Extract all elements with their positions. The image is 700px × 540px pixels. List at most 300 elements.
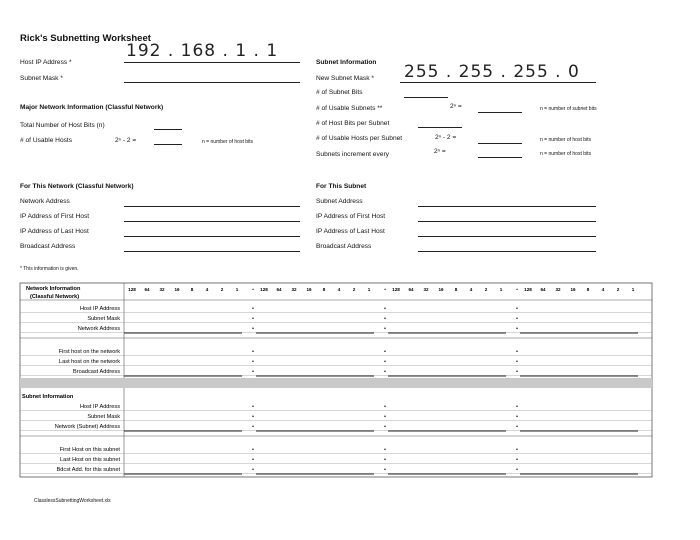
bit-cell[interactable] bbox=[479, 444, 492, 453]
bit-cell[interactable] bbox=[257, 411, 270, 420]
bit-cell[interactable] bbox=[464, 313, 477, 322]
bit-cell[interactable] bbox=[566, 303, 579, 312]
bit-cell[interactable] bbox=[479, 464, 492, 473]
bit-cell[interactable] bbox=[257, 454, 270, 463]
bit-cell[interactable] bbox=[596, 401, 609, 410]
bit-cell[interactable] bbox=[302, 401, 315, 410]
bit-cell[interactable] bbox=[626, 366, 639, 375]
bit-cell[interactable] bbox=[362, 356, 375, 365]
bit-cell[interactable] bbox=[536, 356, 549, 365]
bit-cell[interactable] bbox=[449, 454, 462, 463]
bit-cell[interactable] bbox=[566, 464, 579, 473]
bit-cell[interactable] bbox=[317, 401, 330, 410]
bit-cell[interactable] bbox=[170, 411, 183, 420]
bit-cell[interactable] bbox=[140, 313, 153, 322]
bit-cell[interactable] bbox=[185, 454, 198, 463]
bit-cell[interactable] bbox=[479, 411, 492, 420]
bit-cell[interactable] bbox=[257, 444, 270, 453]
bit-cell[interactable] bbox=[419, 313, 432, 322]
bit-cell[interactable] bbox=[611, 323, 624, 332]
bit-cell[interactable] bbox=[536, 411, 549, 420]
bit-cell[interactable] bbox=[317, 346, 330, 355]
bit-cell[interactable] bbox=[140, 401, 153, 410]
bit-cell[interactable] bbox=[272, 323, 285, 332]
bit-cell[interactable] bbox=[479, 421, 492, 430]
bit-cell[interactable] bbox=[272, 411, 285, 420]
bit-cell[interactable] bbox=[200, 366, 213, 375]
bit-cell[interactable] bbox=[200, 303, 213, 312]
bit-cell[interactable] bbox=[596, 421, 609, 430]
bit-cell[interactable] bbox=[215, 303, 228, 312]
bit-cell[interactable] bbox=[566, 421, 579, 430]
bit-cell[interactable] bbox=[155, 411, 168, 420]
bit-cell[interactable] bbox=[551, 303, 564, 312]
bit-cell[interactable] bbox=[419, 411, 432, 420]
bit-cell[interactable] bbox=[479, 356, 492, 365]
bit-cell[interactable] bbox=[287, 454, 300, 463]
bit-cell[interactable] bbox=[200, 454, 213, 463]
bit-cell[interactable] bbox=[449, 303, 462, 312]
bit-cell[interactable] bbox=[494, 366, 507, 375]
bit-cell[interactable] bbox=[494, 401, 507, 410]
bit-cell[interactable] bbox=[479, 313, 492, 322]
bit-cell[interactable] bbox=[389, 464, 402, 473]
bit-cell[interactable] bbox=[155, 303, 168, 312]
bit-cell[interactable] bbox=[332, 323, 345, 332]
bit-cell[interactable] bbox=[125, 356, 138, 365]
bit-cell[interactable] bbox=[230, 313, 243, 322]
bit-cell[interactable] bbox=[389, 303, 402, 312]
bit-cell[interactable] bbox=[464, 366, 477, 375]
bit-cell[interactable] bbox=[419, 444, 432, 453]
bit-cell[interactable] bbox=[347, 444, 360, 453]
bit-cell[interactable] bbox=[140, 454, 153, 463]
bit-cell[interactable] bbox=[272, 401, 285, 410]
bit-cell[interactable] bbox=[170, 366, 183, 375]
bit-cell[interactable] bbox=[596, 464, 609, 473]
bit-cell[interactable] bbox=[170, 303, 183, 312]
bit-cell[interactable] bbox=[125, 464, 138, 473]
bit-cell[interactable] bbox=[536, 366, 549, 375]
bit-cell[interactable] bbox=[200, 313, 213, 322]
bit-cell[interactable] bbox=[170, 356, 183, 365]
bit-cell[interactable] bbox=[362, 421, 375, 430]
bit-cell[interactable] bbox=[389, 323, 402, 332]
bit-cell[interactable] bbox=[287, 303, 300, 312]
bit-cell[interactable] bbox=[317, 313, 330, 322]
bit-cell[interactable] bbox=[449, 464, 462, 473]
bit-cell[interactable] bbox=[155, 454, 168, 463]
bit-cell[interactable] bbox=[479, 401, 492, 410]
bit-cell[interactable] bbox=[155, 366, 168, 375]
bit-cell[interactable] bbox=[419, 401, 432, 410]
bit-cell[interactable] bbox=[140, 323, 153, 332]
bit-cell[interactable] bbox=[434, 464, 447, 473]
bit-cell[interactable] bbox=[521, 411, 534, 420]
bit-cell[interactable] bbox=[479, 346, 492, 355]
bit-cell[interactable] bbox=[551, 366, 564, 375]
bit-cell[interactable] bbox=[302, 421, 315, 430]
bit-cell[interactable] bbox=[464, 303, 477, 312]
bit-cell[interactable] bbox=[185, 346, 198, 355]
bit-cell[interactable] bbox=[494, 454, 507, 463]
bit-cell[interactable] bbox=[287, 323, 300, 332]
bit-cell[interactable] bbox=[434, 356, 447, 365]
bit-cell[interactable] bbox=[536, 464, 549, 473]
bit-cell[interactable] bbox=[125, 454, 138, 463]
bit-cell[interactable] bbox=[140, 421, 153, 430]
bit-cell[interactable] bbox=[170, 444, 183, 453]
bit-cell[interactable] bbox=[302, 313, 315, 322]
bit-cell[interactable] bbox=[434, 346, 447, 355]
bit-cell[interactable] bbox=[230, 346, 243, 355]
bit-cell[interactable] bbox=[494, 464, 507, 473]
bit-cell[interactable] bbox=[272, 356, 285, 365]
bit-cell[interactable] bbox=[347, 346, 360, 355]
bit-cell[interactable] bbox=[521, 346, 534, 355]
bit-cell[interactable] bbox=[185, 444, 198, 453]
bit-cell[interactable] bbox=[155, 464, 168, 473]
bit-cell[interactable] bbox=[200, 464, 213, 473]
bit-cell[interactable] bbox=[404, 464, 417, 473]
bit-cell[interactable] bbox=[626, 346, 639, 355]
bit-cell[interactable] bbox=[230, 464, 243, 473]
bit-cell[interactable] bbox=[170, 401, 183, 410]
bit-cell[interactable] bbox=[332, 401, 345, 410]
bit-cell[interactable] bbox=[125, 366, 138, 375]
bit-cell[interactable] bbox=[200, 411, 213, 420]
bit-cell[interactable] bbox=[596, 366, 609, 375]
bit-cell[interactable] bbox=[611, 411, 624, 420]
bit-cell[interactable] bbox=[596, 411, 609, 420]
bit-cell[interactable] bbox=[494, 444, 507, 453]
bit-cell[interactable] bbox=[596, 454, 609, 463]
bit-cell[interactable] bbox=[155, 313, 168, 322]
bit-cell[interactable] bbox=[419, 346, 432, 355]
bit-cell[interactable] bbox=[404, 323, 417, 332]
bit-cell[interactable] bbox=[317, 411, 330, 420]
bit-cell[interactable] bbox=[404, 366, 417, 375]
bit-cell[interactable] bbox=[479, 303, 492, 312]
bit-cell[interactable] bbox=[449, 323, 462, 332]
bit-cell[interactable] bbox=[389, 401, 402, 410]
bit-cell[interactable] bbox=[362, 411, 375, 420]
bit-cell[interactable] bbox=[302, 454, 315, 463]
bit-cell[interactable] bbox=[494, 323, 507, 332]
bit-cell[interactable] bbox=[611, 366, 624, 375]
bit-cell[interactable] bbox=[287, 411, 300, 420]
bit-cell[interactable] bbox=[362, 401, 375, 410]
bit-cell[interactable] bbox=[464, 421, 477, 430]
bit-cell[interactable] bbox=[626, 421, 639, 430]
bit-cell[interactable] bbox=[596, 356, 609, 365]
bit-cell[interactable] bbox=[581, 366, 594, 375]
bit-cell[interactable] bbox=[125, 313, 138, 322]
bit-cell[interactable] bbox=[332, 366, 345, 375]
bit-cell[interactable] bbox=[230, 356, 243, 365]
bit-cell[interactable] bbox=[551, 323, 564, 332]
bit-cell[interactable] bbox=[287, 401, 300, 410]
bit-cell[interactable] bbox=[302, 346, 315, 355]
bit-cell[interactable] bbox=[185, 411, 198, 420]
bit-cell[interactable] bbox=[479, 323, 492, 332]
bit-cell[interactable] bbox=[302, 411, 315, 420]
bit-cell[interactable] bbox=[272, 303, 285, 312]
bit-cell[interactable] bbox=[611, 313, 624, 322]
bit-cell[interactable] bbox=[230, 303, 243, 312]
bit-cell[interactable] bbox=[419, 356, 432, 365]
bit-cell[interactable] bbox=[566, 313, 579, 322]
bit-cell[interactable] bbox=[140, 464, 153, 473]
bit-cell[interactable] bbox=[317, 366, 330, 375]
bit-cell[interactable] bbox=[215, 401, 228, 410]
bit-cell[interactable] bbox=[140, 356, 153, 365]
bit-cell[interactable] bbox=[185, 323, 198, 332]
bit-cell[interactable] bbox=[626, 401, 639, 410]
bit-cell[interactable] bbox=[419, 323, 432, 332]
bit-cell[interactable] bbox=[596, 346, 609, 355]
bit-cell[interactable] bbox=[521, 356, 534, 365]
bit-cell[interactable] bbox=[317, 421, 330, 430]
bit-cell[interactable] bbox=[494, 411, 507, 420]
bit-cell[interactable] bbox=[332, 444, 345, 453]
bit-cell[interactable] bbox=[389, 454, 402, 463]
bit-cell[interactable] bbox=[626, 454, 639, 463]
bit-cell[interactable] bbox=[272, 346, 285, 355]
bit-cell[interactable] bbox=[389, 421, 402, 430]
bit-cell[interactable] bbox=[272, 444, 285, 453]
bit-cell[interactable] bbox=[362, 346, 375, 355]
bit-cell[interactable] bbox=[257, 313, 270, 322]
bit-cell[interactable] bbox=[230, 401, 243, 410]
bit-cell[interactable] bbox=[257, 346, 270, 355]
bit-cell[interactable] bbox=[200, 356, 213, 365]
bit-cell[interactable] bbox=[521, 444, 534, 453]
bit-cell[interactable] bbox=[479, 454, 492, 463]
bit-cell[interactable] bbox=[230, 366, 243, 375]
bit-cell[interactable] bbox=[536, 303, 549, 312]
bit-cell[interactable] bbox=[215, 366, 228, 375]
bit-cell[interactable] bbox=[536, 421, 549, 430]
bit-cell[interactable] bbox=[302, 323, 315, 332]
bit-cell[interactable] bbox=[200, 444, 213, 453]
bit-cell[interactable] bbox=[347, 313, 360, 322]
bit-cell[interactable] bbox=[347, 411, 360, 420]
bit-cell[interactable] bbox=[611, 464, 624, 473]
bit-cell[interactable] bbox=[434, 323, 447, 332]
bit-cell[interactable] bbox=[347, 454, 360, 463]
bit-cell[interactable] bbox=[215, 313, 228, 322]
bit-cell[interactable] bbox=[125, 444, 138, 453]
bit-cell[interactable] bbox=[185, 356, 198, 365]
bit-cell[interactable] bbox=[404, 346, 417, 355]
bit-cell[interactable] bbox=[536, 346, 549, 355]
bit-cell[interactable] bbox=[332, 421, 345, 430]
bit-cell[interactable] bbox=[215, 411, 228, 420]
bit-cell[interactable] bbox=[317, 464, 330, 473]
bit-cell[interactable] bbox=[611, 421, 624, 430]
bit-cell[interactable] bbox=[434, 411, 447, 420]
bit-cell[interactable] bbox=[566, 444, 579, 453]
bit-cell[interactable] bbox=[449, 421, 462, 430]
bit-cell[interactable] bbox=[551, 454, 564, 463]
bit-cell[interactable] bbox=[155, 356, 168, 365]
bit-cell[interactable] bbox=[185, 303, 198, 312]
bit-cell[interactable] bbox=[215, 454, 228, 463]
bit-cell[interactable] bbox=[521, 303, 534, 312]
bit-cell[interactable] bbox=[449, 411, 462, 420]
bit-cell[interactable] bbox=[596, 303, 609, 312]
bit-cell[interactable] bbox=[170, 421, 183, 430]
bit-cell[interactable] bbox=[404, 401, 417, 410]
bit-cell[interactable] bbox=[302, 356, 315, 365]
bit-cell[interactable] bbox=[185, 366, 198, 375]
bit-cell[interactable] bbox=[230, 421, 243, 430]
bit-cell[interactable] bbox=[581, 454, 594, 463]
bit-cell[interactable] bbox=[626, 313, 639, 322]
bit-cell[interactable] bbox=[200, 323, 213, 332]
bit-cell[interactable] bbox=[272, 366, 285, 375]
bit-cell[interactable] bbox=[521, 454, 534, 463]
bit-cell[interactable] bbox=[347, 401, 360, 410]
bit-cell[interactable] bbox=[596, 313, 609, 322]
bit-cell[interactable] bbox=[551, 421, 564, 430]
bit-cell[interactable] bbox=[494, 303, 507, 312]
bit-cell[interactable] bbox=[434, 303, 447, 312]
bit-cell[interactable] bbox=[362, 303, 375, 312]
bit-cell[interactable] bbox=[581, 444, 594, 453]
bit-cell[interactable] bbox=[404, 313, 417, 322]
bit-cell[interactable] bbox=[626, 464, 639, 473]
bit-cell[interactable] bbox=[362, 454, 375, 463]
bit-cell[interactable] bbox=[185, 421, 198, 430]
bit-cell[interactable] bbox=[404, 303, 417, 312]
bit-cell[interactable] bbox=[581, 323, 594, 332]
bit-cell[interactable] bbox=[626, 323, 639, 332]
bit-cell[interactable] bbox=[419, 464, 432, 473]
bit-cell[interactable] bbox=[389, 366, 402, 375]
bit-cell[interactable] bbox=[215, 444, 228, 453]
bit-cell[interactable] bbox=[332, 346, 345, 355]
bit-cell[interactable] bbox=[581, 401, 594, 410]
bit-cell[interactable] bbox=[155, 323, 168, 332]
bit-cell[interactable] bbox=[230, 323, 243, 332]
bit-cell[interactable] bbox=[302, 303, 315, 312]
bit-cell[interactable] bbox=[170, 454, 183, 463]
bit-cell[interactable] bbox=[581, 313, 594, 322]
bit-cell[interactable] bbox=[230, 411, 243, 420]
bit-cell[interactable] bbox=[464, 356, 477, 365]
bit-cell[interactable] bbox=[494, 421, 507, 430]
bit-cell[interactable] bbox=[155, 401, 168, 410]
bit-cell[interactable] bbox=[302, 444, 315, 453]
bit-cell[interactable] bbox=[302, 464, 315, 473]
bit-cell[interactable] bbox=[140, 366, 153, 375]
bit-cell[interactable] bbox=[449, 313, 462, 322]
bit-cell[interactable] bbox=[566, 356, 579, 365]
bit-cell[interactable] bbox=[464, 346, 477, 355]
bit-cell[interactable] bbox=[404, 411, 417, 420]
bit-cell[interactable] bbox=[302, 366, 315, 375]
bit-cell[interactable] bbox=[596, 323, 609, 332]
bit-cell[interactable] bbox=[347, 366, 360, 375]
bit-cell[interactable] bbox=[347, 303, 360, 312]
bit-cell[interactable] bbox=[347, 421, 360, 430]
bit-cell[interactable] bbox=[419, 454, 432, 463]
bit-cell[interactable] bbox=[287, 444, 300, 453]
bit-cell[interactable] bbox=[257, 421, 270, 430]
bit-cell[interactable] bbox=[566, 401, 579, 410]
bit-cell[interactable] bbox=[419, 421, 432, 430]
bit-cell[interactable] bbox=[170, 313, 183, 322]
bit-cell[interactable] bbox=[257, 366, 270, 375]
bit-cell[interactable] bbox=[581, 421, 594, 430]
bit-cell[interactable] bbox=[611, 454, 624, 463]
bit-cell[interactable] bbox=[287, 366, 300, 375]
bit-cell[interactable] bbox=[464, 454, 477, 463]
bit-cell[interactable] bbox=[521, 313, 534, 322]
bit-cell[interactable] bbox=[389, 313, 402, 322]
bit-cell[interactable] bbox=[494, 356, 507, 365]
bit-cell[interactable] bbox=[536, 401, 549, 410]
bit-cell[interactable] bbox=[536, 323, 549, 332]
bit-cell[interactable] bbox=[215, 421, 228, 430]
bit-cell[interactable] bbox=[230, 454, 243, 463]
bit-cell[interactable] bbox=[434, 454, 447, 463]
bit-cell[interactable] bbox=[272, 313, 285, 322]
bit-cell[interactable] bbox=[287, 346, 300, 355]
bit-cell[interactable] bbox=[347, 464, 360, 473]
bit-cell[interactable] bbox=[257, 464, 270, 473]
bit-cell[interactable] bbox=[479, 366, 492, 375]
bit-cell[interactable] bbox=[404, 421, 417, 430]
bit-cell[interactable] bbox=[125, 421, 138, 430]
bit-cell[interactable] bbox=[449, 366, 462, 375]
bit-cell[interactable] bbox=[566, 346, 579, 355]
bit-cell[interactable] bbox=[464, 401, 477, 410]
bit-cell[interactable] bbox=[521, 323, 534, 332]
bit-cell[interactable] bbox=[464, 464, 477, 473]
bit-cell[interactable] bbox=[521, 401, 534, 410]
bit-cell[interactable] bbox=[551, 464, 564, 473]
bit-cell[interactable] bbox=[566, 366, 579, 375]
bit-cell[interactable] bbox=[551, 401, 564, 410]
bit-cell[interactable] bbox=[170, 464, 183, 473]
bit-cell[interactable] bbox=[332, 313, 345, 322]
bit-cell[interactable] bbox=[581, 464, 594, 473]
bit-cell[interactable] bbox=[404, 444, 417, 453]
bit-cell[interactable] bbox=[626, 356, 639, 365]
bit-cell[interactable] bbox=[287, 464, 300, 473]
bit-cell[interactable] bbox=[596, 444, 609, 453]
bit-cell[interactable] bbox=[155, 421, 168, 430]
bit-cell[interactable] bbox=[404, 356, 417, 365]
bit-cell[interactable] bbox=[449, 444, 462, 453]
bit-cell[interactable] bbox=[404, 454, 417, 463]
bit-cell[interactable] bbox=[317, 356, 330, 365]
bit-cell[interactable] bbox=[551, 411, 564, 420]
bit-cell[interactable] bbox=[140, 346, 153, 355]
bit-cell[interactable] bbox=[287, 421, 300, 430]
bit-cell[interactable] bbox=[140, 411, 153, 420]
bit-cell[interactable] bbox=[449, 346, 462, 355]
bit-cell[interactable] bbox=[140, 444, 153, 453]
bit-cell[interactable] bbox=[536, 454, 549, 463]
bit-cell[interactable] bbox=[185, 464, 198, 473]
bit-cell[interactable] bbox=[449, 356, 462, 365]
bit-cell[interactable] bbox=[317, 323, 330, 332]
bit-cell[interactable] bbox=[626, 411, 639, 420]
